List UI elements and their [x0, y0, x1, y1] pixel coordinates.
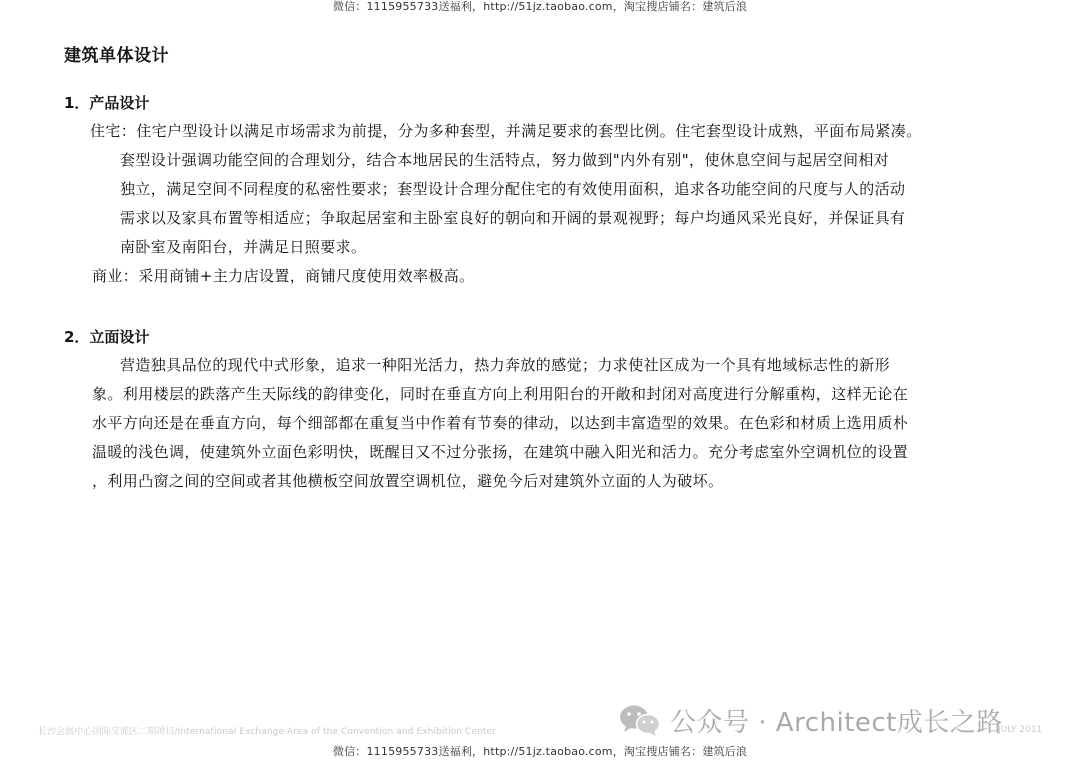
- paragraph-line: 独立，满足空间不同程度的私密性要求；套型设计合理分配住宅的有效使用面积，追求各功能空间的尺度与人的活动: [120, 180, 906, 198]
- paragraph-line: ，利用凸窗之间的空间或者其他横板空间放置空调机位，避免今后对建筑外立面的人为破坏。: [92, 472, 724, 490]
- paragraph-line: 水平方向还是在垂直方向，每个细部都在重复当中作着有节奏的律动，以达到丰富造型的效果。在色彩和材质上选用质朴: [92, 414, 909, 432]
- footer-project-caption: 长沙会展中心国际交流区二期项目/International Exchange Area of the Convention and Exhibition Center: [38, 727, 496, 737]
- paragraph-line: 住宅：住宅户型设计以满足市场需求为前提，分为多种套型，并满足要求的套型比例。住宅套型设计成熟，平面布局紧凑。: [90, 122, 922, 140]
- bottom-watermark: 微信：1115955733送福利，http://51jz.taobao.com，淘宝搜店铺名：建筑后浪: [332, 745, 748, 758]
- page-title: 建筑单体设计: [64, 46, 169, 66]
- top-watermark: 微信：1115955733送福利，http://51jz.taobao.com，淘宝搜店铺名：建筑后浪: [332, 0, 748, 13]
- paragraph-line: 南卧室及南阳台，并满足日照要求。: [120, 238, 367, 256]
- footer-date: JULY 2011: [998, 725, 1043, 735]
- wechat-account-label: 公众号 · Architect成长之路: [670, 707, 1003, 738]
- paragraph-line: 温暖的浅色调，使建筑外立面色彩明快，既醒目又不过分张扬，在建筑中融入阳光和活力。充分考虑室外空调机位的设置: [92, 443, 909, 461]
- wechat-official-account-badge: [618, 700, 1003, 740]
- section-heading-facade-design: 2．立面设计: [64, 328, 150, 346]
- paragraph-line: 象。利用楼层的跌落产生天际线的韵律变化，同时在垂直方向上利用阳台的开敞和封闭对高度进行分解重构，这样无论在: [92, 385, 909, 403]
- paragraph-line: 需求以及家具布置等相适应；争取起居室和主卧室良好的朝向和开阔的景观视野；每户均通风采光良好，并保证具有: [120, 209, 906, 227]
- paragraph-line: 营造独具品位的现代中式形象，追求一种阳光活力，热力奔放的感觉；力求使社区成为一个具有地域标志性的新形: [120, 356, 891, 374]
- section-heading-product-design: 1．产品设计: [64, 94, 150, 112]
- wechat-icon: [618, 702, 662, 738]
- paragraph-line: 商业：采用商铺+主力店设置，商铺尺度使用效率极高。: [92, 267, 475, 285]
- paragraph-line: 套型设计强调功能空间的合理划分，结合本地居民的生活特点，努力做到"内外有别"，使休息空间与起居空间相对: [120, 151, 890, 169]
